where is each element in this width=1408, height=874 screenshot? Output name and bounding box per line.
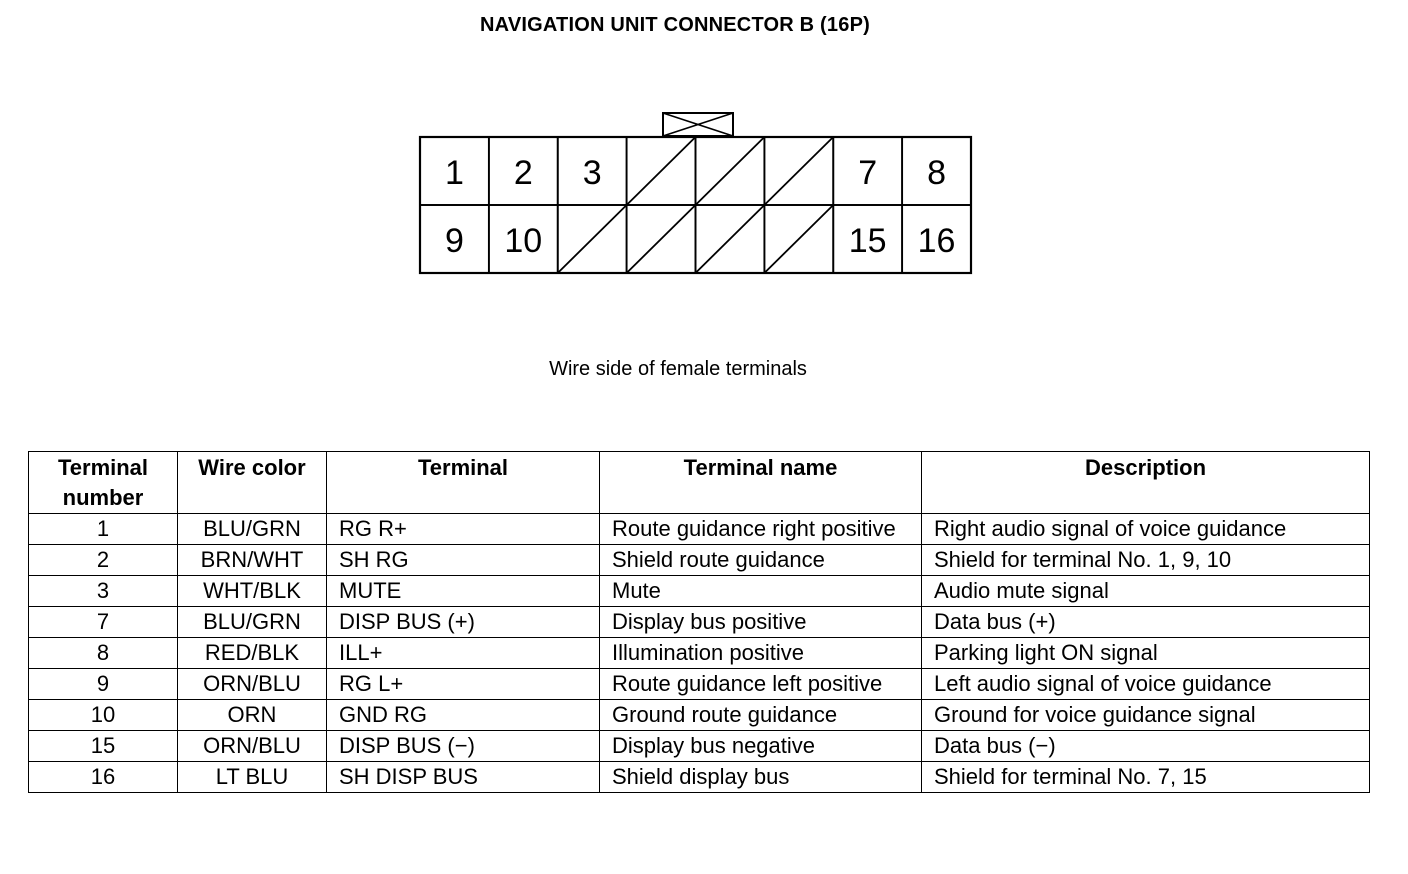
cell-terminal-name: Shield display bus bbox=[600, 762, 922, 793]
cell-description: Shield for terminal No. 1, 9, 10 bbox=[922, 545, 1370, 576]
cell-terminal: RG R+ bbox=[327, 514, 600, 545]
cell-wire-color: RED/BLK bbox=[178, 638, 327, 669]
cell-terminal-name: Route guidance left positive bbox=[600, 669, 922, 700]
cell-description: Ground for voice guidance signal bbox=[922, 700, 1370, 731]
terminal-label: 16 bbox=[917, 222, 956, 260]
cell-terminal: RG L+ bbox=[327, 669, 600, 700]
header-terminal-number: Terminal number bbox=[29, 452, 178, 514]
cell-terminal-number: 1 bbox=[29, 514, 178, 545]
terminal-label: 10 bbox=[504, 222, 543, 260]
cell-description: Left audio signal of voice guidance bbox=[922, 669, 1370, 700]
cell-terminal: SH RG bbox=[327, 545, 600, 576]
cell-wire-color: ORN bbox=[178, 700, 327, 731]
cell-terminal-name: Display bus positive bbox=[600, 607, 922, 638]
cell-terminal: DISP BUS (+) bbox=[327, 607, 600, 638]
cell-terminal: DISP BUS (−) bbox=[327, 731, 600, 762]
table-row bbox=[29, 731, 1370, 762]
cell-terminal-name: Shield route guidance bbox=[600, 545, 922, 576]
table-row bbox=[29, 576, 1370, 607]
cell-description: Parking light ON signal bbox=[922, 638, 1370, 669]
cell-terminal-number: 9 bbox=[29, 669, 178, 700]
terminal-label: 9 bbox=[444, 222, 464, 260]
cell-terminal-name: Mute bbox=[600, 576, 922, 607]
cell-terminal-name: Illumination positive bbox=[600, 638, 922, 669]
cell-description: Data bus (−) bbox=[922, 731, 1370, 762]
table-header-row bbox=[29, 452, 1370, 514]
cell-wire-color: BRN/WHT bbox=[178, 545, 327, 576]
cell-terminal-number: 16 bbox=[29, 762, 178, 793]
table-row bbox=[29, 762, 1370, 793]
cell-description: Shield for terminal No. 7, 15 bbox=[922, 762, 1370, 793]
terminal-table bbox=[28, 451, 1370, 793]
terminal-label: 7 bbox=[858, 154, 878, 192]
table-row bbox=[29, 514, 1370, 545]
table-row bbox=[29, 700, 1370, 731]
page-title: NAVIGATION UNIT CONNECTOR B (16P) bbox=[480, 14, 870, 36]
header-terminal-name: Terminal name bbox=[600, 452, 922, 514]
cell-description: Right audio signal of voice guidance bbox=[922, 514, 1370, 545]
cell-description: Data bus (+) bbox=[922, 607, 1370, 638]
cell-terminal-number: 10 bbox=[29, 700, 178, 731]
cell-terminal: ILL+ bbox=[327, 638, 600, 669]
cell-wire-color: ORN/BLU bbox=[178, 669, 327, 700]
terminal-label: 3 bbox=[582, 154, 602, 192]
cell-description: Audio mute signal bbox=[922, 576, 1370, 607]
cell-wire-color: WHT/BLK bbox=[178, 576, 327, 607]
table-row bbox=[29, 607, 1370, 638]
cell-wire-color: LT BLU bbox=[178, 762, 327, 793]
cell-terminal: SH DISP BUS bbox=[327, 762, 600, 793]
header-terminal: Terminal bbox=[327, 452, 600, 514]
cell-terminal-number: 3 bbox=[29, 576, 178, 607]
table-row bbox=[29, 545, 1370, 576]
terminal-label: 2 bbox=[513, 154, 533, 192]
cell-wire-color: BLU/GRN bbox=[178, 514, 327, 545]
terminal-label: 15 bbox=[848, 222, 887, 260]
cell-terminal: GND RG bbox=[327, 700, 600, 731]
cell-terminal-name: Route guidance right positive bbox=[600, 514, 922, 545]
connector-diagram bbox=[400, 100, 990, 290]
terminal-label: 1 bbox=[444, 154, 464, 192]
cell-terminal-number: 2 bbox=[29, 545, 178, 576]
cell-terminal-number: 7 bbox=[29, 607, 178, 638]
table-row bbox=[29, 638, 1370, 669]
header-wire-color: Wire color bbox=[178, 452, 327, 514]
terminal-label: 8 bbox=[927, 154, 947, 192]
cell-terminal-name: Ground route guidance bbox=[600, 700, 922, 731]
connector-caption: Wire side of female terminals bbox=[549, 358, 807, 380]
cell-wire-color: ORN/BLU bbox=[178, 731, 327, 762]
header-description: Description bbox=[922, 452, 1370, 514]
cell-terminal-number: 8 bbox=[29, 638, 178, 669]
cell-wire-color: BLU/GRN bbox=[178, 607, 327, 638]
cell-terminal-number: 15 bbox=[29, 731, 178, 762]
cell-terminal-name: Display bus negative bbox=[600, 731, 922, 762]
table-row bbox=[29, 669, 1370, 700]
cell-terminal: MUTE bbox=[327, 576, 600, 607]
